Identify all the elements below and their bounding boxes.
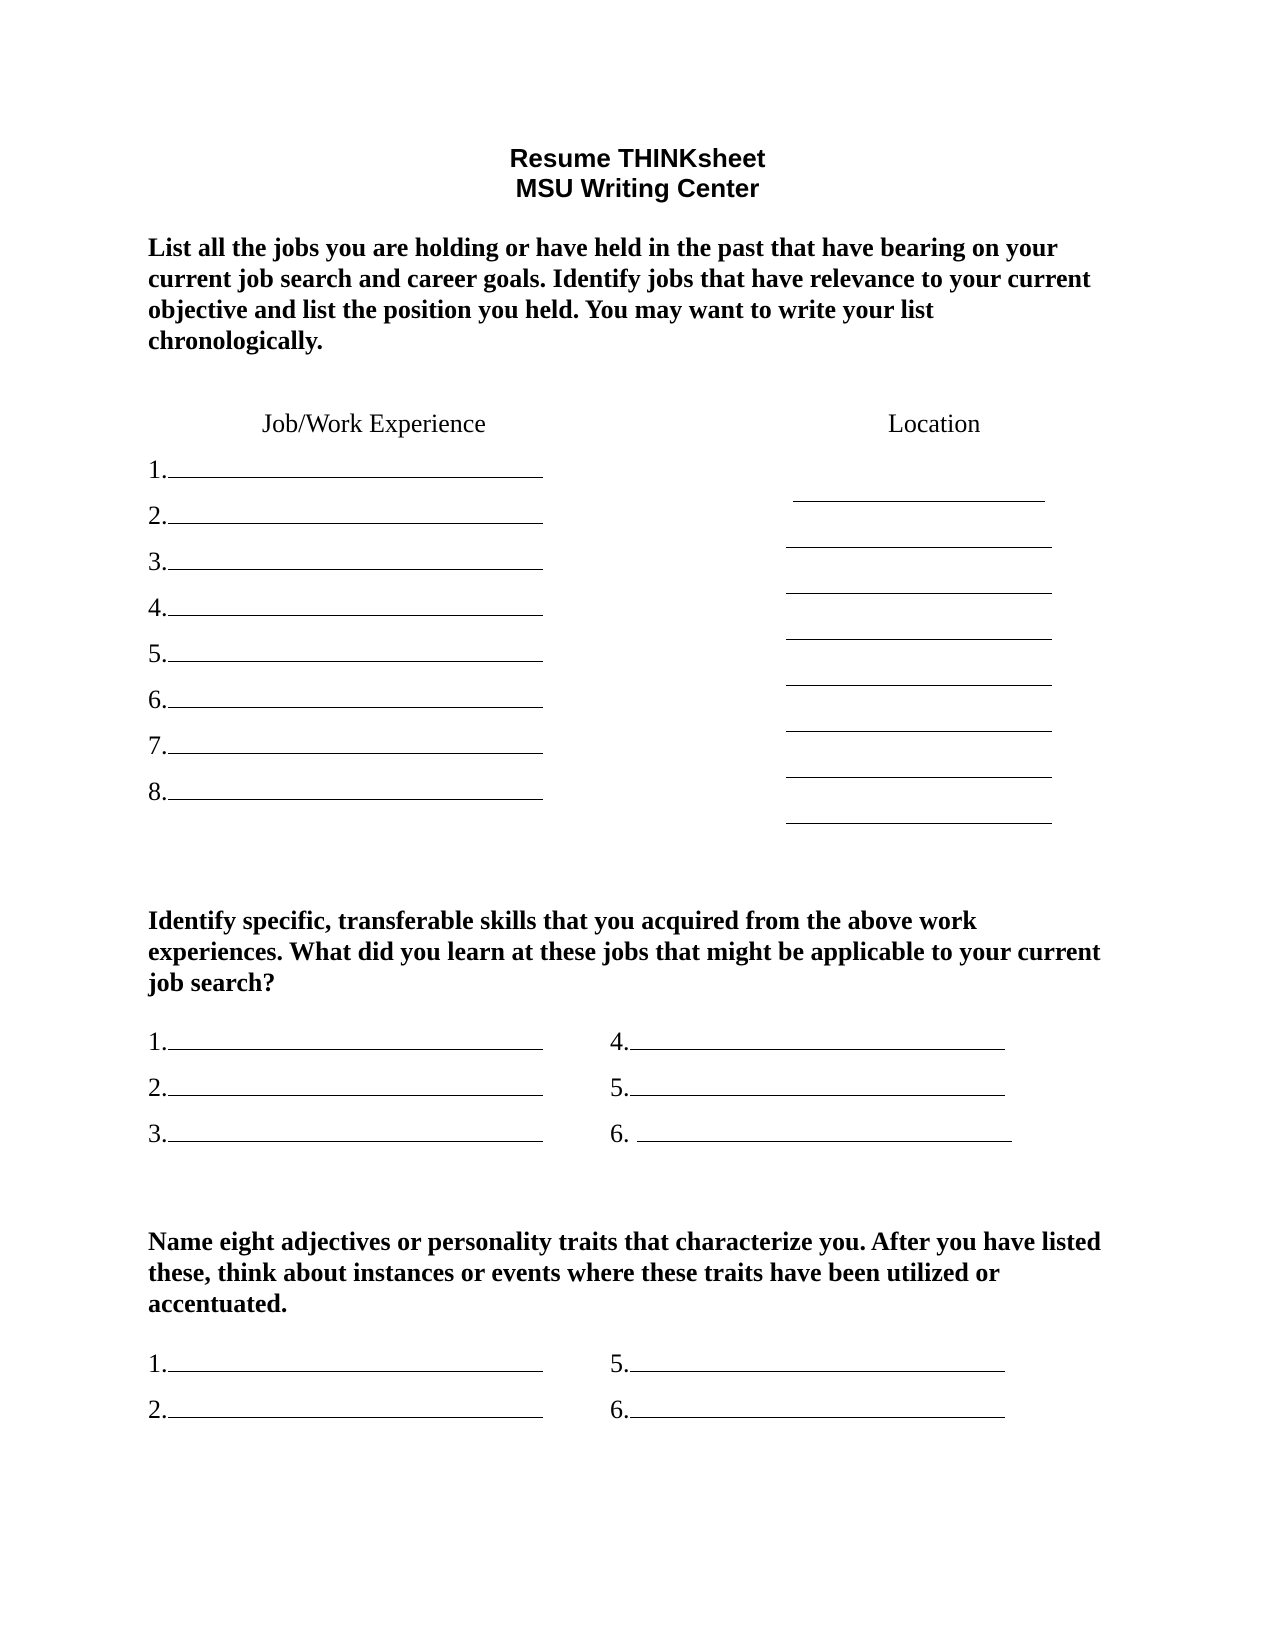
location-column-header: Location [888, 409, 981, 438]
skill-blank-line[interactable] [168, 1027, 543, 1050]
skill-entry-3[interactable] [148, 1119, 543, 1149]
document-subtitle: MSU Writing Center [515, 173, 760, 203]
skill-entry-number: 4. [610, 1027, 630, 1056]
trait-entry-number: 5. [610, 1349, 630, 1378]
section1-instructions: List all the jobs you are holding or have held in the past that have bearing on your current job search and career goals. Identify jobs that have relevance to your current objective and list the position you held. You may want to write your list chronologically. [148, 233, 1091, 355]
job-blank-line[interactable] [168, 639, 543, 662]
trait-entry-2[interactable] [148, 1395, 543, 1425]
job-entry-5[interactable] [148, 639, 543, 669]
location-blank-line-2[interactable] [786, 525, 1052, 548]
trait-entry-6[interactable] [610, 1395, 1005, 1425]
skill-entry-number: 1. [148, 1027, 168, 1056]
location-blank-line-8[interactable] [786, 801, 1052, 824]
job-blank-line[interactable] [168, 777, 543, 800]
job-entry-3[interactable] [148, 547, 543, 577]
skill-entry-1[interactable] [148, 1027, 543, 1057]
trait-entry-number: 6. [610, 1395, 630, 1424]
skill-entry-4[interactable] [610, 1027, 1005, 1057]
location-blank-line-4[interactable] [786, 617, 1052, 640]
job-blank-line[interactable] [168, 593, 543, 616]
section3-instructions: Name eight adjectives or personality traits that characterize you. After you have listed these, think about instances or events where these traits have been utilized or accentuated. [148, 1227, 1101, 1318]
skill-entry-6[interactable] [610, 1119, 1012, 1149]
trait-entry-1[interactable] [148, 1349, 543, 1379]
skill-entry-2[interactable] [148, 1073, 543, 1103]
job-blank-line[interactable] [168, 731, 543, 754]
job-entry-number: 1. [148, 455, 168, 484]
skill-entry-number: 5. [610, 1073, 630, 1102]
job-entry-number: 5. [148, 639, 168, 668]
job-entry-6[interactable] [148, 685, 543, 715]
skill-blank-line[interactable] [630, 1027, 1005, 1050]
location-blank-line-3[interactable] [786, 571, 1052, 594]
trait-blank-line[interactable] [630, 1395, 1005, 1418]
job-entry-number: 7. [148, 731, 168, 760]
job-entry-number: 8. [148, 777, 168, 806]
job-column-header: Job/Work Experience [262, 409, 486, 438]
trait-blank-line[interactable] [168, 1349, 543, 1372]
trait-entry-number: 2. [148, 1395, 168, 1424]
trait-blank-line[interactable] [168, 1395, 543, 1418]
job-entry-4[interactable] [148, 593, 543, 623]
skill-blank-line[interactable] [637, 1119, 1012, 1142]
trait-entry-5[interactable] [610, 1349, 1005, 1379]
job-entry-1[interactable] [148, 455, 543, 485]
job-entry-7[interactable] [148, 731, 543, 761]
location-blank-line-6[interactable] [786, 709, 1052, 732]
job-entry-2[interactable] [148, 501, 543, 531]
skill-blank-line[interactable] [168, 1119, 543, 1142]
trait-entry-number: 1. [148, 1349, 168, 1378]
skill-entry-number: 3. [148, 1119, 168, 1148]
job-blank-line[interactable] [168, 501, 543, 524]
trait-blank-line[interactable] [630, 1349, 1005, 1372]
location-blank-line-1[interactable] [793, 479, 1045, 502]
document-title: Resume THINKsheet [509, 143, 766, 173]
job-entry-number: 6. [148, 685, 168, 714]
location-blank-line-7[interactable] [786, 755, 1052, 778]
job-entry-number: 2. [148, 501, 168, 530]
job-blank-line[interactable] [168, 455, 543, 478]
job-entry-number: 4. [148, 593, 168, 622]
skill-entry-number: 2. [148, 1073, 168, 1102]
section2-instructions: Identify specific, transferable skills that you acquired from the above work experiences. What did you learn at these jobs that might be applicable to your current job search? [148, 906, 1101, 997]
job-blank-line[interactable] [168, 547, 543, 570]
skill-blank-line[interactable] [168, 1073, 543, 1096]
skill-entry-number: 6. [610, 1119, 630, 1148]
job-entry-number: 3. [148, 547, 168, 576]
skill-blank-line[interactable] [630, 1073, 1005, 1096]
skill-entry-5[interactable] [610, 1073, 1005, 1103]
job-blank-line[interactable] [168, 685, 543, 708]
location-blank-line-5[interactable] [786, 663, 1052, 686]
job-entry-8[interactable] [148, 777, 543, 807]
